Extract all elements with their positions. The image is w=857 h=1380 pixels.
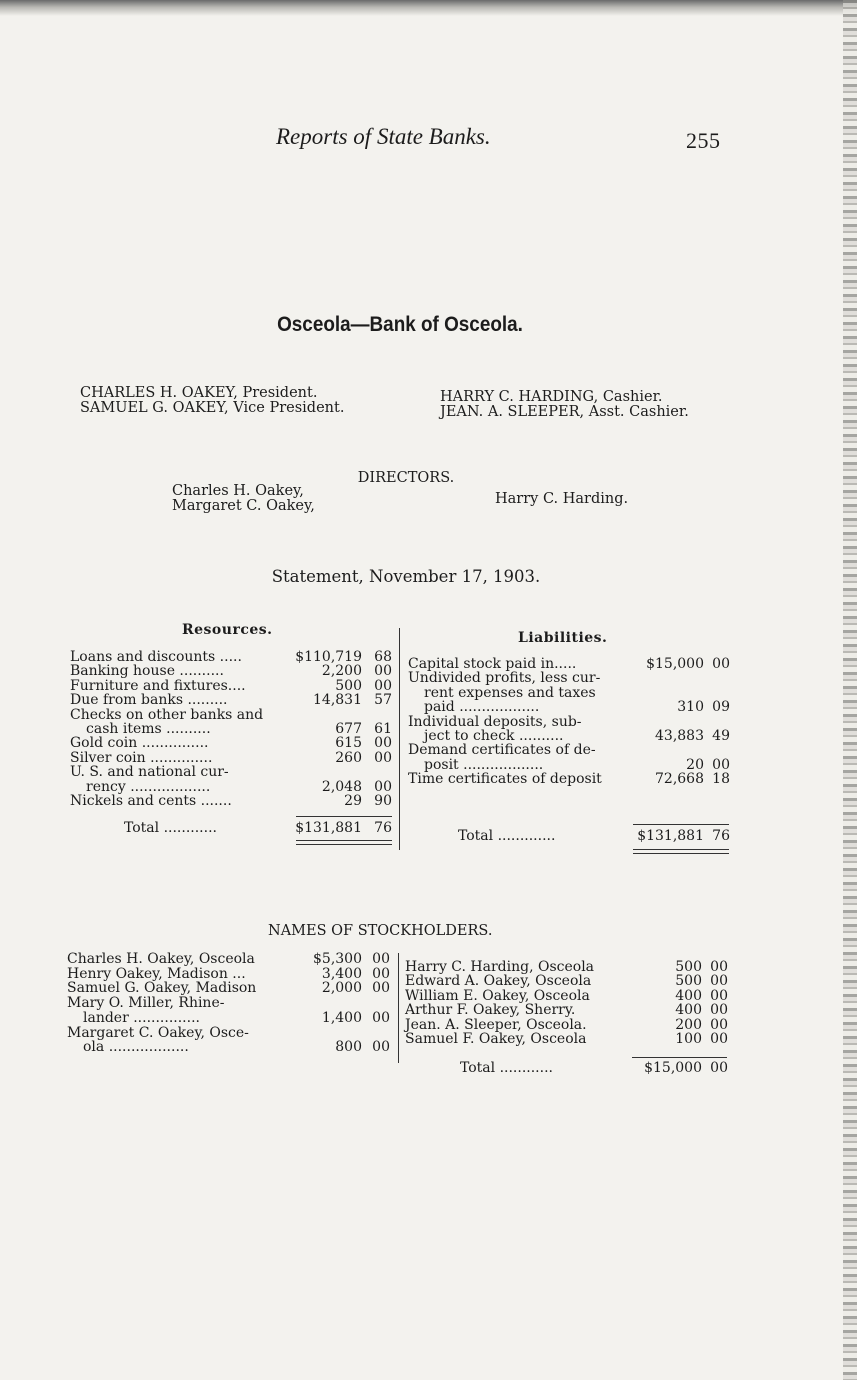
row-label: Demand certificates of de-	[408, 742, 596, 759]
row-label: Jean. A. Sleeper, Osceola.	[405, 1016, 587, 1033]
row-cents: 00	[372, 951, 390, 967]
row-cents: 18	[712, 771, 730, 788]
row-dollars: 2,200	[321, 663, 362, 680]
row-cents: 00	[710, 1031, 728, 1047]
row-cents: 57	[374, 692, 392, 709]
row-dollars: $15,000	[646, 656, 704, 672]
row-cents: 00	[710, 1002, 728, 1019]
stockholder-row	[0, 989, 732, 1003]
row-dollars: 43,883	[655, 728, 704, 744]
page-right-edge	[843, 0, 857, 1380]
liability-row	[0, 758, 734, 772]
total-dollars: $131,881	[637, 828, 704, 844]
row-label: William E. Oakey, Osceola	[405, 987, 590, 1004]
row-label: Mary O. Miller, Rhine-	[67, 995, 225, 1012]
row-dollars: 14,831	[313, 692, 362, 709]
subtotal-rule	[296, 816, 392, 817]
subtotal-rule	[633, 824, 729, 825]
row-label: lander ...............	[83, 1009, 200, 1026]
row-cents: 00	[372, 980, 390, 997]
row-label: Individual deposits, sub-	[408, 713, 582, 730]
stockholder-row	[0, 1003, 732, 1017]
row-cents: 00	[372, 1039, 390, 1056]
subtotal-rule	[632, 1057, 727, 1058]
row-dollars: 310	[677, 699, 704, 716]
row-cents: 61	[374, 721, 392, 737]
stockholder-row	[0, 1032, 732, 1046]
row-label: Samuel G. Oakey, Madison	[67, 980, 257, 997]
row-cents: 90	[374, 793, 392, 809]
total-cents: 00	[710, 1060, 728, 1076]
row-label: rent expenses and taxes	[424, 684, 596, 701]
row-label: Undivided profits, less cur-	[408, 670, 601, 687]
row-cents: 00	[710, 987, 728, 1004]
row-label: ject to check ..........	[424, 728, 564, 744]
row-cents: 00	[710, 1016, 728, 1033]
liabilities-heading: Liabilities.	[518, 630, 608, 646]
row-cents: 00	[374, 663, 392, 680]
row-dollars: 615	[335, 735, 362, 752]
row-label: Checks on other banks and	[70, 706, 264, 723]
row-dollars: 2,048	[321, 778, 362, 795]
resource-row	[0, 794, 396, 808]
officer-president: CHARLES H. OAKEY, President.	[80, 385, 318, 401]
total-dollars: $15,000	[644, 1060, 702, 1076]
row-cents: 00	[372, 1009, 390, 1026]
row-dollars: 400	[675, 987, 702, 1004]
row-label: paid ..................	[424, 699, 540, 716]
row-label: U. S. and national cur-	[70, 764, 229, 781]
liability-row	[0, 772, 734, 786]
total-cents: 76	[712, 828, 730, 844]
row-cents: 49	[712, 728, 730, 744]
row-cents: 00	[372, 965, 390, 982]
row-label: Loans and discounts .....	[70, 649, 242, 665]
row-label: Silver coin ..............	[70, 749, 213, 766]
stockholders-heading: NAMES OF STOCKHOLDERS.	[268, 923, 493, 939]
row-dollars: 1,400	[321, 1009, 362, 1026]
row-cents: 00	[374, 778, 392, 795]
row-cents: 00	[712, 756, 730, 773]
row-label: Harry C. Harding, Osceola	[405, 959, 595, 975]
row-dollars: 500	[335, 677, 362, 694]
row-label: Margaret C. Oakey, Osce-	[67, 1024, 249, 1041]
running-title: Reports of State Banks.	[276, 124, 491, 149]
liability-row	[0, 686, 734, 700]
total-dollars: $131,881	[295, 820, 362, 836]
directors-heading: DIRECTORS.	[357, 470, 455, 486]
row-dollars: $5,300	[313, 951, 362, 967]
row-cents: 00	[712, 656, 730, 672]
stockholder-row	[0, 1018, 732, 1032]
row-label: Gold coin ...............	[70, 735, 209, 752]
row-dollars: 500	[675, 973, 702, 990]
row-label: Edward A. Oakey, Osceola	[405, 973, 592, 990]
liability-row	[0, 671, 734, 685]
row-label: Samuel F. Oakey, Osceola	[405, 1031, 587, 1047]
row-dollars: 72,668	[655, 771, 704, 788]
director-name: Charles H. Oakey,	[172, 483, 304, 499]
row-label: Capital stock paid in.....	[408, 656, 577, 672]
liability-row	[0, 729, 734, 743]
row-cents: 00	[374, 749, 392, 766]
row-dollars: 800	[335, 1039, 362, 1056]
row-label: Banking house ..........	[70, 663, 224, 680]
total-cents: 76	[374, 820, 392, 836]
row-cents: 00	[374, 677, 392, 694]
row-label: Nickels and cents .......	[70, 793, 232, 809]
row-cents: 68	[374, 649, 392, 665]
row-cents: 09	[712, 699, 730, 716]
total-label: Total ............	[124, 820, 217, 836]
officer-asst-cashier: JEAN. A. SLEEPER, Asst. Cashier.	[440, 404, 689, 420]
total-label: Total .............	[458, 828, 556, 844]
row-label: Furniture and fixtures....	[70, 677, 246, 694]
liability-row	[0, 743, 734, 757]
row-label: Charles H. Oakey, Osceola	[67, 951, 255, 967]
page-top-edge	[0, 0, 857, 16]
row-dollars: 260	[335, 749, 362, 766]
total-label: Total ............	[460, 1060, 553, 1076]
row-cents: 00	[374, 735, 392, 752]
officer-vice-president: SAMUEL G. OAKEY, Vice President.	[80, 400, 345, 416]
row-label: posit ..................	[424, 756, 544, 773]
director-name: Margaret C. Oakey,	[172, 498, 315, 514]
row-dollars: 3,400	[321, 965, 362, 982]
stockholder-row	[0, 974, 732, 988]
row-dollars: 400	[675, 1002, 702, 1019]
stockholders-total-row	[0, 1061, 760, 1077]
stockholder-row	[0, 960, 732, 974]
total-double-rule	[633, 849, 729, 854]
row-cents: 00	[710, 959, 728, 975]
row-label: rency ..................	[86, 778, 211, 795]
liability-row	[0, 700, 734, 714]
liabilities-total-row	[0, 829, 760, 845]
row-dollars: $110,719	[295, 649, 362, 665]
row-dollars: 100	[675, 1031, 702, 1047]
row-label: Due from banks .........	[70, 692, 228, 709]
row-dollars: 677	[335, 721, 362, 737]
row-dollars: 29	[344, 793, 362, 809]
row-dollars: 20	[686, 756, 704, 773]
row-dollars: 500	[675, 959, 702, 975]
row-dollars: 200	[675, 1016, 702, 1033]
officer-cashier: HARRY C. HARDING, Cashier.	[440, 389, 663, 405]
page-number: 255	[686, 128, 721, 153]
row-label: cash items ..........	[86, 721, 211, 737]
director-name: Harry C. Harding.	[495, 491, 629, 507]
row-dollars: 2,000	[321, 980, 362, 997]
row-label: Arthur F. Oakey, Sherry.	[405, 1002, 576, 1019]
statement-title: Statement, November 17, 1903.	[271, 567, 541, 586]
row-cents: 00	[710, 973, 728, 990]
row-label: Henry Oakey, Madison ...	[67, 965, 246, 982]
bank-title: Osceola—Bank of Osceola.	[277, 313, 523, 336]
liability-row	[0, 657, 734, 671]
liability-row	[0, 715, 734, 729]
row-label: Time certificates of deposit	[408, 771, 602, 788]
row-label: ola ..................	[83, 1039, 189, 1056]
resources-heading: Resources.	[182, 622, 273, 638]
